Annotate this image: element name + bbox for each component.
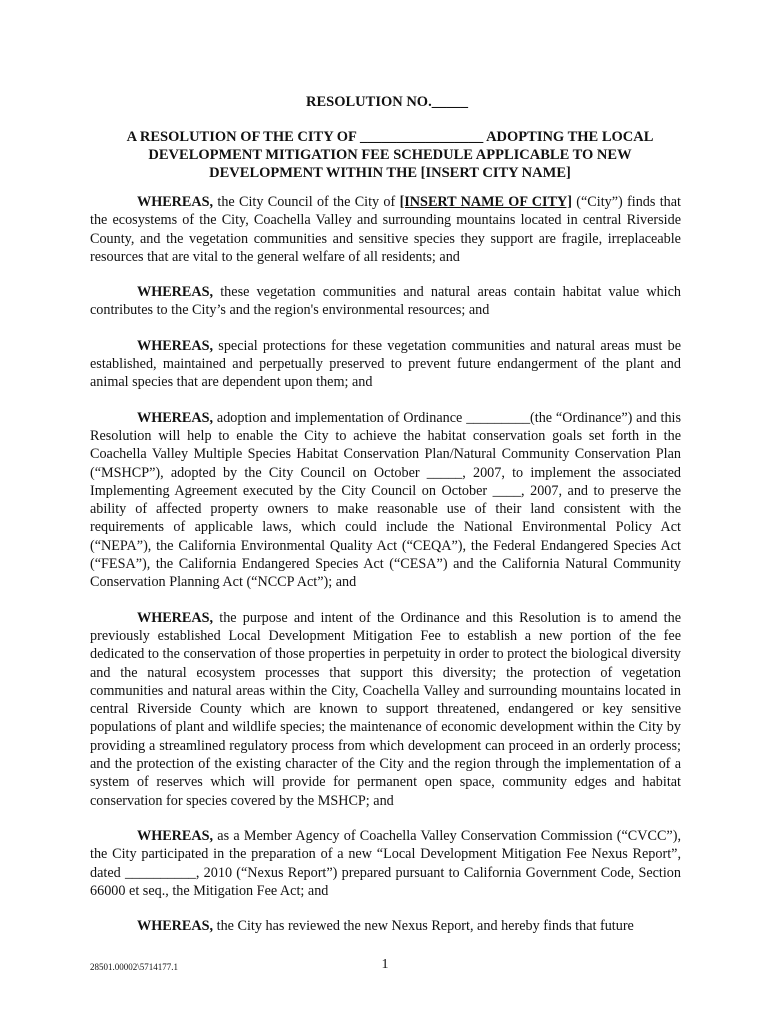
whereas-label: WHEREAS, bbox=[137, 284, 214, 301]
resolution-body bbox=[90, 193, 681, 935]
document-id-footer: 28501.00002\5714177.1 bbox=[90, 962, 179, 972]
whereas-label: WHEREAS, bbox=[137, 194, 214, 210]
whereas-label: WHEREAS, bbox=[137, 409, 214, 426]
paragraph-text: the City has reviewed the new Nexus Report, and hereby finds that future bbox=[213, 918, 634, 935]
resolution-title: RESOLUTION NO._____ bbox=[306, 94, 468, 110]
paragraph-text: adoption and implementation of Ordinance _________(the “Ordinance”) and this Resolution will help to enable the City to achieve the habitat conservation goals set forth in the Coachella Valley Multiple Species Habitat Conservation Plan/Natural Community Conservation Plan (“MSHCP”), adopted by the City Council on October _____, 2007, to implement the associated Implementing Agreement executed by the City Council on October ____, 2007, and to preserve the ability of affected property owners to make reasonable use of their land consistent with the requirements of applicable laws, which could include the National Environmental Policy Act (“NEPA”), the California Environmental Quality Act (“CEQA”), the Federal Endangered Species Act (“FESA”), the California Endangered Species Act (“CESA”) and the California Natural Community Conservation Planning Act (“NCCP Act”); and bbox=[90, 409, 681, 591]
whereas-label: WHEREAS, bbox=[137, 337, 214, 354]
whereas-label: WHEREAS, bbox=[137, 609, 214, 626]
paragraph-text: (“City”) finds that the ecosystems of the City, Coachella Valley and surrounding mountains located in central Riverside County, and the vegetation communities and sensitive species they support are fragile, irreplaceable resources that are vital to the general welfare of all residents; and bbox=[90, 194, 681, 265]
whereas-label: WHEREAS, bbox=[137, 918, 214, 935]
whereas-paragraph-1 bbox=[90, 193, 681, 266]
paragraph-text: the City Council of the City of bbox=[213, 194, 400, 210]
city-name-placeholder: [INSERT NAME OF CITY] bbox=[399, 194, 572, 210]
whereas-paragraph-5 bbox=[90, 609, 681, 810]
whereas-paragraph-4 bbox=[90, 409, 681, 592]
paragraph-text: these vegetation communities and natural areas contain habitat value which contributes to the City’s and the region's environmental resources; and bbox=[90, 284, 681, 319]
whereas-paragraph-2 bbox=[90, 283, 681, 320]
whereas-paragraph-6 bbox=[90, 827, 681, 900]
resolution-subtitle: A RESOLUTION OF THE CITY OF _________________ ADOPTING THE LOCAL DEVELOPMENT MITIGATION FEE SCHEDULE APPLICABLE TO NEW DEVELOPMENT WITHIN THE [INSERT CITY NAME] bbox=[126, 129, 654, 181]
paragraph-text: special protections for these vegetation communities and natural areas must be established, maintained and perpetually preserved to prevent future endangerment of the plant and animal species that are dependent upon them; and bbox=[90, 337, 681, 391]
whereas-label: WHEREAS, bbox=[137, 827, 214, 844]
paragraph-text: as a Member Agency of Coachella Valley Conservation Commission (“CVCC”), the City participated in the preparation of a new “Local Development Mitigation Fee Nexus Report”, dated __________, 2010 (“Nexus Report”) prepared pursuant to California Government Code, Section 66000 et seq., the Mitigation Fee Act; and bbox=[90, 827, 681, 899]
whereas-paragraph-7 bbox=[90, 917, 681, 935]
page-number: 1 bbox=[381, 957, 389, 972]
paragraph-text: the purpose and intent of the Ordinance and this Resolution is to amend the previously established Local Development Mitigation Fee to establish a new portion of the fee dedicated to the conservation of those properties in perpetuity in order to protect the biological diversity and the natural ecosystem processes that support this diversity; the protection of vegetation communities and natural areas within the City, Coachella Valley and surrounding mountains located in central Riverside County which are known to support threatened, endangered or key sensitive populations of plant and wildlife species; the maintenance of economic development within the City by providing a streamlined regulatory process from which development can proceed in an orderly process; and the protection of the existing character of the City and the region through the implementation of a system of reserves which will provide for permanent open space, community edges and habitat conservation for species covered by the MSHCP; and bbox=[90, 609, 681, 809]
whereas-paragraph-3 bbox=[90, 337, 681, 392]
